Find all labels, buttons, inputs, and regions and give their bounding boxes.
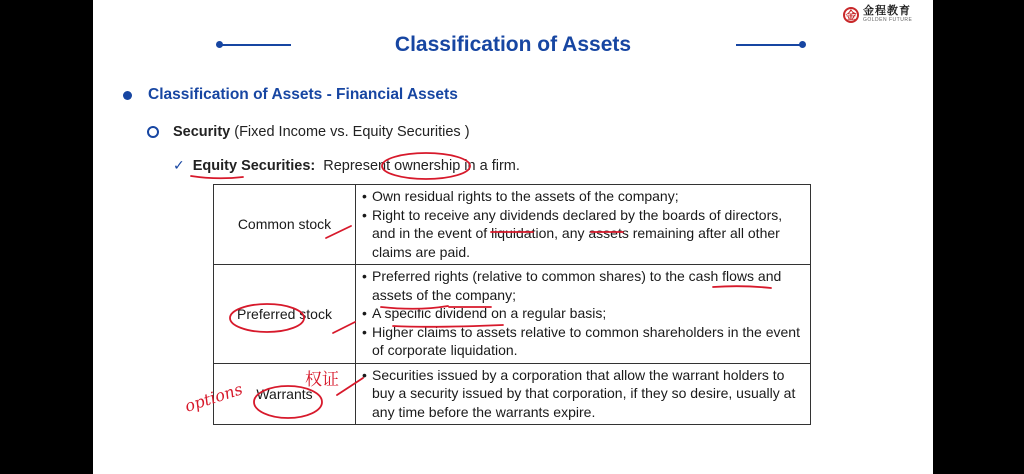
table-row [214,265,811,364]
brand-logo [843,6,912,23]
annotation-warrant-cn: 权证 [305,370,339,390]
row-label: Common stock [214,185,356,265]
title-right-dot [799,41,806,48]
list-item: Right to receive any dividends declared by the boards of directors, and in the event of liquidation, any assets remaining after all other claims are paid. [372,206,783,260]
slide [93,0,933,474]
list-item: Securities issued by a corporation that allow the warrant holders to buy a security issued by that corporation, if they so desire, usually at any time before the warrants expire. [372,366,796,420]
equity-securities-table [213,184,811,425]
list-item: A specific dividend on a regular basis; [372,305,607,321]
row-content: • Securities issued by a corporation that allow the warrant holders to buy a security issued by that corporation, if they so desire, usually at any time before the warrants expire. [356,363,811,425]
underline-stroke [191,176,243,178]
brand-name: 金程教育 [863,5,911,17]
bullet-level-3 [173,157,520,174]
page-title: Classification of Assets [394,33,632,56]
list-item: Own residual rights to the assets of the company; [372,188,679,204]
bullet-level-1 [123,86,458,104]
row-content: • Own residual rights to the assets of the company; • Right to receive any dividends declared by the boards of directors, and in the event of liquidation, any assets remaining after all other claims are paid. [356,185,811,265]
table-row [214,185,811,265]
level2-rest: (Fixed Income vs. Equity Securities ) [234,124,470,140]
list-item: Higher claims to assets relative to common shareholders in the event of corporate liquidation. [372,323,800,358]
level3-strong: Equity Securities: [192,157,316,174]
row-label: Preferred stock [214,265,356,364]
logo-icon: 金 [843,7,859,23]
brand-tagline: GOLDEN FUTURE [863,17,913,23]
title-right-line [736,44,803,46]
ring-bullet-icon [147,126,159,138]
checkmark-icon: ✓ [173,157,185,173]
row-label: Warrants [214,363,356,425]
title-row [93,30,933,60]
level3-rest: Represent ownership in a firm. [319,157,520,174]
level2-strong: Security [173,124,231,140]
filled-bullet-icon [123,91,132,100]
table-row [214,363,811,425]
row-content: • Preferred rights (relative to common shares) to the cash flows and assets of the company; • A specific dividend on a regular basis; • Higher claims to assets relative to common shareholders in the event of corporate liquidation. [356,265,811,364]
bullet-level-2 [147,124,470,140]
level1-text: Classification of Assets - Financial Assets [148,86,458,103]
list-item: Preferred rights (relative to common shares) to the cash flows and assets of the company; [372,268,782,303]
annotation-options: options [182,379,245,416]
